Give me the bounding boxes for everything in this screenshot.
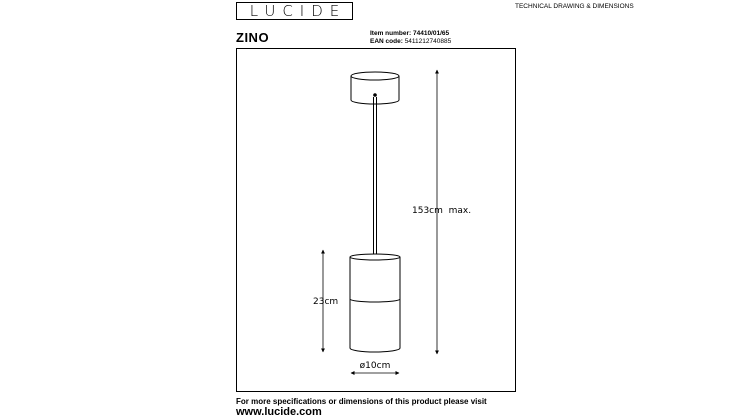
ceiling-canopy [351,72,399,104]
specs-notice: For more specifications or dimensions of this product please visit [236,397,487,406]
website-link[interactable]: www.lucide.com [236,406,322,418]
product-name: ZINO [236,30,270,45]
shade-height-label: 23cm [313,297,339,307]
cylinder-shade [350,254,400,352]
document-type: TECHNICAL DRAWING & DIMENSIONS [515,3,634,10]
item-number-label: Item number: [370,30,412,37]
ean-value: 5411212740885 [404,38,452,45]
cable-fixing [373,93,377,97]
item-number-value: 74410/01/65 [412,30,450,37]
total-height-label: 153cm max. [412,206,472,216]
suspension-cable [374,97,377,254]
diameter-label: ø10cm [359,361,391,371]
logo-text: LUCIDE [249,1,347,20]
ean-label: EAN code: [370,38,403,45]
